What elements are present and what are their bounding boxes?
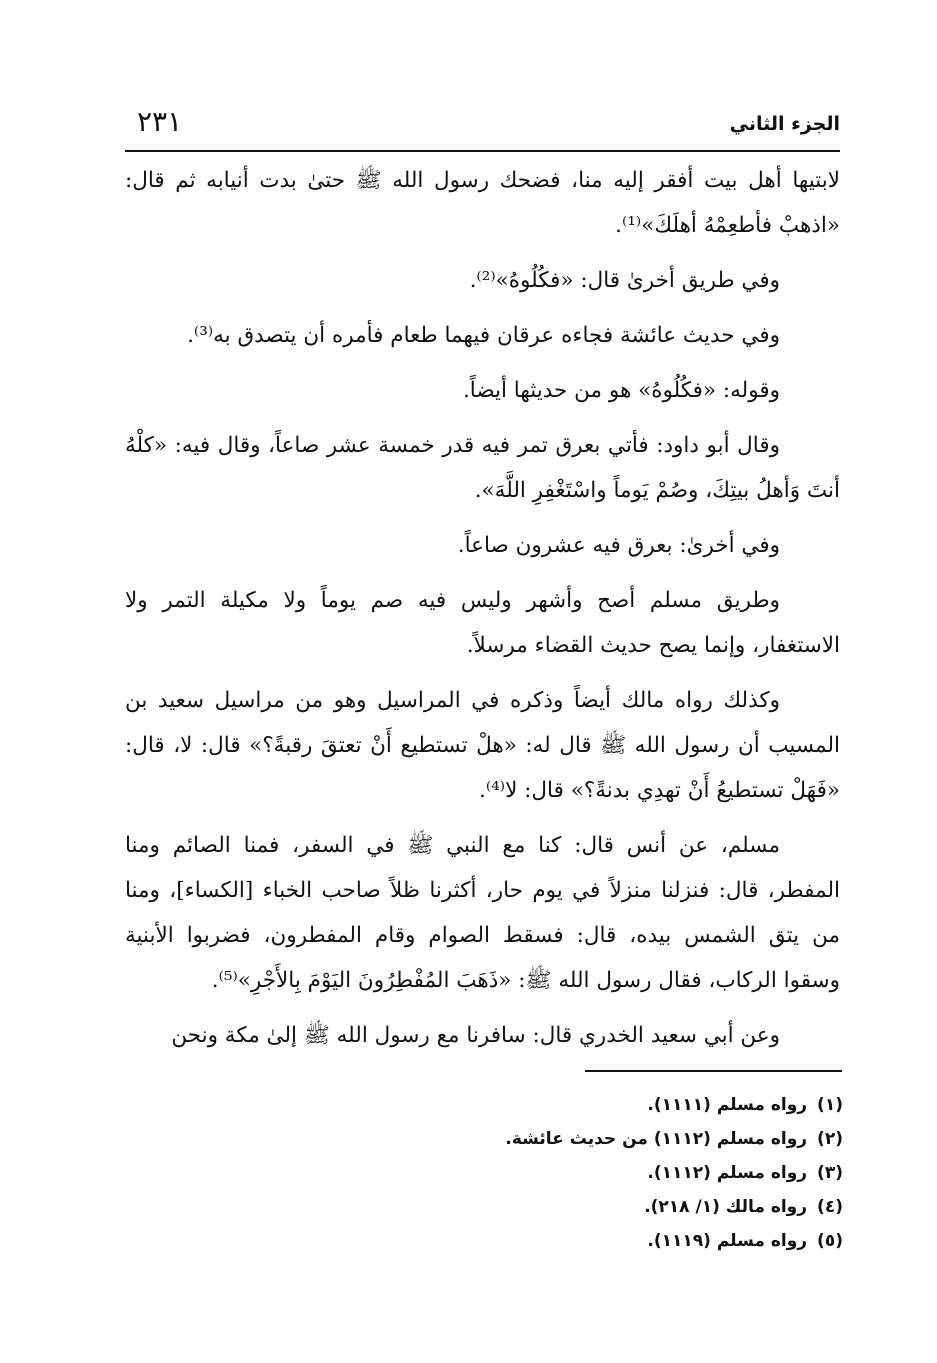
paragraph: وفي طريق أخرىٰ قال: «فكُلُوهُ»⁽²⁾. — [469, 268, 780, 293]
main-text — [125, 158, 840, 1058]
footnote-text: رواه مالك (١/ ٢١٨). — [644, 1197, 808, 1217]
footnote-text: رواه مسلم (١١١٢) من حديث عائشة. — [505, 1129, 808, 1149]
paragraph: وفي حديث عائشة فجاءه عرقان فيهما طعام فأمره أن يتصدق به⁽³⁾. — [187, 323, 780, 348]
footnote-text: رواه مسلم (١١١٩). — [647, 1231, 808, 1251]
footnote-divider — [585, 1070, 842, 1072]
paragraph: لابتيها أهل بيت أفقر إليه منا، فضحك رسول الله ﷺ حتىٰ بدت أنيابه ثم قال: «اذهبْ فأطعِمْهُ أهلَكَ»⁽¹⁾. — [125, 168, 840, 238]
paragraph: وعن أبي سعيد الخدري قال: سافرنا مع رسول الله ﷺ إلىٰ مكة ونحن — [171, 1023, 780, 1048]
footnotes — [125, 1088, 843, 1258]
footnote-number: (١) — [817, 1095, 843, 1115]
page-header — [125, 105, 840, 152]
paragraph: وقوله: «فكُلُوهُ» هو من حديثها أيضاً. — [462, 378, 780, 403]
footnote-number: (٤) — [817, 1197, 843, 1217]
footnote-number: (٣) — [817, 1163, 843, 1183]
footnote — [125, 1088, 843, 1122]
paragraph: وكذلك رواه مالك أيضاً وذكره في المراسيل وهو من مراسيل سعيد بن المسيب أن رسول الله ﷺ قال له: «هلْ تستطيع أَنْ تعتقَ رقبةً؟» قال: لا، قال: «فَهَلْ تستطيعُ أَنْ تهدِي بدنةً؟» قال: لا⁽⁴⁾. — [125, 688, 840, 803]
footnote-text: رواه مسلم (١١١٢). — [647, 1163, 808, 1183]
paragraph: وقال أبو داود: فأتي بعرق تمر فيه قدر خمسة عشر صاعاً، وقال فيه: «كلْهُ أنتَ وَأهلُ بيتِكَ، وصُمْ يَوماً واسْتَغْفِرِ اللَّهَ». — [125, 433, 840, 503]
footnote — [125, 1156, 843, 1190]
paragraph: وطريق مسلم أصح وأشهر وليس فيه صم يوماً ولا مكيلة التمر ولا الاستغفار، وإنما يصح حديث القضاء مرسلاً. — [125, 588, 840, 658]
running-title: الجزء الثاني — [729, 113, 840, 135]
footnote-number: (٥) — [817, 1231, 843, 1251]
footnote — [125, 1122, 843, 1156]
footnote — [125, 1224, 843, 1258]
paragraph: وفي أخرىٰ: بعرق فيه عشرون صاعاً. — [457, 533, 780, 558]
paragraph: مسلم، عن أنس قال: كنا مع النبي ﷺ في السفر، فمنا الصائم ومنا المفطر، قال: فنزلنا منزلاً في يوم حار، أكثرنا ظلاً صاحب الخباء [الكساء]، ومنا من يتق الشمس بيده، قال: فسقط الصوام وقام المفطرون، فضربوا الأبنية وسقوا الركاب، فقال رسول الله ﷺ: «ذَهَبَ المُفْطِرُونَ اليَوْمَ بِالأَجْرِ»⁽⁵⁾. — [125, 833, 840, 993]
footnote — [125, 1190, 843, 1224]
page-number: ٢٣١ — [137, 105, 183, 138]
footnote-text: رواه مسلم (١١١١). — [647, 1095, 808, 1115]
footnote-number: (٢) — [817, 1129, 843, 1149]
